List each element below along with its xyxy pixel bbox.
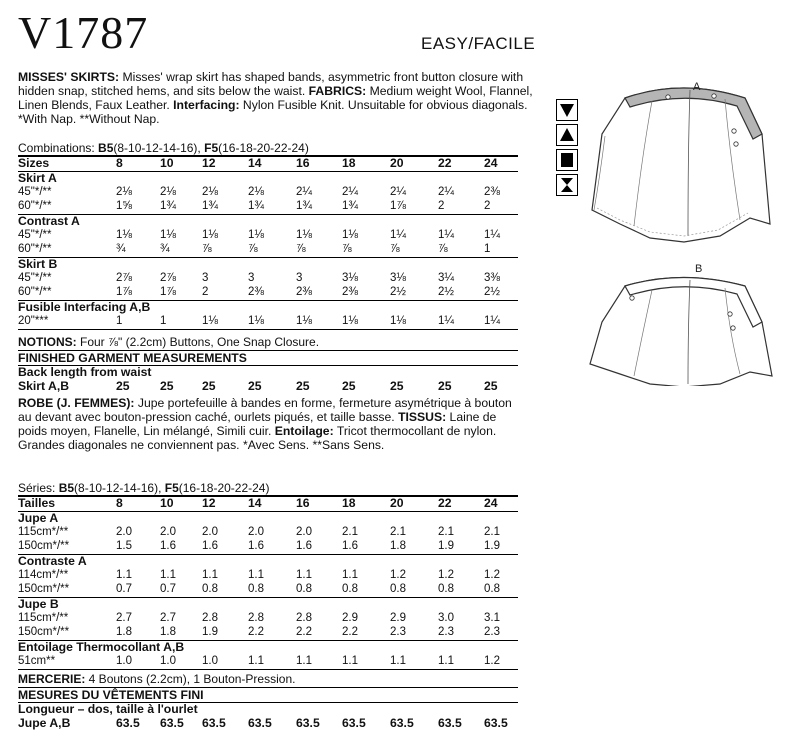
table-cell: 16 [296,496,310,510]
table-cell: 63.5 [296,716,320,730]
table-cell: 63.5 [438,716,462,730]
skirt-illustrations [580,76,785,386]
table-cell: 1⅛ [160,229,176,241]
table-cell: 25 [342,379,356,393]
table-cell: 1¾ [160,200,176,212]
table-cell: 1¾ [202,200,218,212]
row-label: 45"*/** [18,229,52,241]
table-cell: 2⅛ [116,186,132,198]
table-cell: 2.3 [438,626,454,638]
table-cell: 2.8 [202,612,218,624]
table-row [18,655,518,667]
section-title [18,598,518,610]
table-cell: 1¼ [390,229,406,241]
table-row [18,272,518,284]
view-b-label: B [695,263,703,275]
table-cell: 0.8 [438,583,454,595]
row-label: 60"*/** [18,200,52,212]
table-cell: ⅞ [248,243,258,255]
table-row [18,286,518,298]
row-label: 45"*/** [18,186,52,198]
sizes-header-row [18,157,518,169]
row-label: Jupe B [18,597,59,611]
table-cell: 1 [116,315,123,327]
table-cell: 25 [296,379,310,393]
table-cell: 2⅞ [116,272,132,284]
table-cell: ⅞ [202,243,212,255]
table-cell: 2¼ [342,186,358,198]
table-cell: 25 [116,379,130,393]
table-cell: 0.8 [202,583,218,595]
table-row [18,526,518,538]
row-label: Contraste A [18,554,87,568]
table-cell: 0.7 [160,583,176,595]
table-cell: 1⅛ [296,315,312,327]
table-cell: 1⅛ [342,229,358,241]
table-cell: 1¾ [248,200,264,212]
row-label: 150cm*/** [18,540,70,552]
section-title [18,258,518,270]
table-cell: 2.9 [390,612,406,624]
table-cell: 2⅞ [160,272,176,284]
table-row [18,200,518,212]
table-cell: 3.0 [438,612,454,624]
table-cell: 2.2 [296,626,312,638]
table-cell: 2.2 [248,626,264,638]
table-cell: 1⅞ [160,286,176,298]
table-row [18,540,518,552]
table-cell: 1.9 [438,540,454,552]
table-cell: 2⅜ [296,286,312,298]
row-label: Contrast A [18,214,80,228]
table-cell: 1.0 [202,655,218,667]
view-b-skirt [590,263,772,386]
table-cell: 2.0 [248,526,264,538]
section-title [18,172,518,184]
table-cell: 22 [438,496,452,510]
section-title [18,641,518,653]
table-cell: 2.8 [296,612,312,624]
table-cell: 2.3 [390,626,406,638]
view-a-label: A [693,81,701,93]
table-cell: 12 [202,496,216,510]
table-cell: 1.2 [484,569,500,581]
table-cell: 1.8 [390,540,406,552]
table-cell: 2⅛ [248,186,264,198]
english-finished-title: FINISHED GARMENT MEASUREMENTS [18,351,247,365]
table-cell: 1.2 [438,569,454,581]
table-cell: 2⅜ [342,286,358,298]
table-cell: 1.6 [202,540,218,552]
table-cell: 1⅛ [390,315,406,327]
table-cell: 1¾ [296,200,312,212]
table-cell: 10 [160,496,174,510]
table-cell: 2½ [484,286,500,298]
table-cell: 1⅛ [248,229,264,241]
row-label: 45"*/** [18,272,52,284]
table-cell: 2.0 [160,526,176,538]
table-cell: 0.8 [342,583,358,595]
pattern-number: V1787 [18,7,149,58]
table-cell: 2.8 [248,612,264,624]
table-cell: 8 [116,496,123,510]
table-cell: 0.8 [390,583,406,595]
table-cell: 3⅜ [484,272,500,284]
table-cell: 1.1 [248,655,264,667]
table-cell: 1¼ [438,229,454,241]
table-cell: 2.7 [160,612,176,624]
section-title [18,512,518,524]
table-cell: 3 [296,272,303,284]
table-cell: 8 [116,156,123,170]
table-cell: 1¾ [342,200,358,212]
table-cell: 14 [248,156,262,170]
row-label: Skirt A [18,171,57,185]
table-cell: 1⅛ [202,229,218,241]
table-cell: 2½ [438,286,454,298]
french-combinations: Séries: B5(8-10-12-14-16), F5(16-18-20-22-24) [18,481,270,495]
table-cell: 1⅛ [248,315,264,327]
table-row [18,612,518,624]
table-row [18,626,518,638]
table-cell: 1.1 [116,569,132,581]
table-cell: 24 [484,496,498,510]
table-cell: 2 [202,286,209,298]
table-cell: 63.5 [390,716,414,730]
triangle-down-icon [556,99,578,121]
table-cell: 2.0 [116,526,132,538]
table-cell: 3⅛ [342,272,358,284]
row-label: 114cm*/** [18,569,69,581]
table-cell: 0.8 [296,583,312,595]
table-cell: 0.8 [484,583,500,595]
english-description: MISSES' SKIRTS: Misses' wrap skirt has shaped bands, asymmetric front button closure with hidden snap, stitched hems, and sits below the waist. FABRICS: Medium weight Wool, Flannel, Linen Blends, Faux Leather. Interfacing: Nylon Fusible Knit. Unsuitable for obvious diagonals. *With Nap. **Without Nap. [18,70,533,126]
table-cell: 63.5 [202,716,226,730]
difficulty-label: EASY/FACILE [421,34,536,53]
table-cell: 63.5 [484,716,508,730]
table-cell: 20 [390,156,404,170]
table-cell: 24 [484,156,498,170]
table-cell: 12 [202,156,216,170]
table-cell: 10 [160,156,174,170]
section-title [18,215,518,227]
english-notions: NOTIONS: Four ⅞" (2.2cm) Buttons, One Snap Closure. [18,335,320,349]
row-label: 150cm*/** [18,626,70,638]
divider [18,669,518,670]
table-cell: 2¼ [438,186,454,198]
table-cell: 3¼ [438,272,454,284]
table-row [18,229,518,241]
divider [18,329,518,330]
table-cell: 1.5 [116,540,132,552]
row-label: 51cm** [18,655,56,667]
table-cell: 18 [342,496,356,510]
table-cell: 63.5 [116,716,140,730]
table-cell: 1.9 [484,540,500,552]
table-cell: 25 [438,379,452,393]
table-cell: 2.0 [202,526,218,538]
row-label: Tailles [18,496,56,510]
table-cell: 1⅝ [116,200,132,212]
table-cell: 1¼ [438,315,454,327]
row-label: 20"*** [18,315,49,327]
table-cell: 2.7 [116,612,132,624]
table-cell: 0.8 [248,583,264,595]
table-cell: 14 [248,496,262,510]
finished-row [18,380,518,392]
table-cell: 1.6 [296,540,312,552]
table-cell: 1.1 [342,655,358,667]
table-cell: 3.1 [484,612,500,624]
table-cell: 2.0 [296,526,312,538]
table-cell: 2⅜ [484,186,500,198]
table-cell: 18 [342,156,356,170]
table-cell: 2⅛ [160,186,176,198]
english-combinations: Combinations: B5(8-10-12-14-16), F5(16-18-20-22-24) [18,141,309,155]
table-row [18,186,518,198]
table-cell: 2.2 [342,626,358,638]
table-cell: 1.1 [248,569,264,581]
row-label: Entoilage Thermocollant A,B [18,640,185,654]
square-icon [556,149,578,171]
table-cell: 2⅛ [202,186,218,198]
table-cell: 3⅛ [390,272,406,284]
table-cell: 1.1 [342,569,358,581]
table-cell: 1.1 [160,569,176,581]
table-cell: 2¼ [296,186,312,198]
table-cell: 1.0 [160,655,176,667]
table-row [18,243,518,255]
table-cell: ⅞ [390,243,400,255]
table-cell: 1.6 [248,540,264,552]
section-title [18,301,518,313]
french-description: ROBE (J. FEMMES): Jupe portefeuille à bandes en forme, fermeture asymétrique à bouton au devant avec bouton-pression caché, ourlets piqués, et taille basse. TISSUS: Laine de poids moyen, Flanelle, Lin mélangé, Simili cuir. Entoilage: Tricot thermocollant de nylon. Grandes diagonales ne conviennent pas. *Avec Sens. **Sans Sens. [18,396,512,452]
table-cell: 2.9 [342,612,358,624]
table-cell: 0.7 [116,583,132,595]
table-cell: 63.5 [160,716,184,730]
table-cell: 2.1 [484,526,500,538]
table-cell: 1.1 [202,569,218,581]
table-cell: 1.1 [296,569,312,581]
table-cell: 1.6 [160,540,176,552]
table-cell: 1.1 [296,655,312,667]
french-notions: MERCERIE: 4 Boutons (2.2cm), 1 Bouton-Pression. [18,672,296,686]
table-cell: 25 [484,379,498,393]
english-back-length: Back length from waist [18,365,152,379]
table-cell: 1.2 [484,655,500,667]
table-cell: 2.3 [484,626,500,638]
table-cell: 1.8 [160,626,176,638]
section-title [18,555,518,567]
table-cell: 3 [248,272,255,284]
french-back-length: Longueur – dos, taille à l'ourlet [18,702,198,716]
table-cell: ⅞ [342,243,352,255]
french-finished-title: MESURES DU VÊTEMENTS FINI [18,688,204,702]
row-label: Jupe A,B [18,716,71,730]
table-cell: 1⅛ [202,315,218,327]
table-cell: 1⅞ [390,200,406,212]
table-cell: ¾ [116,243,126,255]
table-cell: 2.1 [342,526,358,538]
table-cell: 1.9 [202,626,218,638]
table-cell: 1.6 [342,540,358,552]
row-label: Skirt B [18,257,58,271]
hourglass-icon [556,174,578,196]
table-cell: 2⅜ [248,286,264,298]
row-label: 60"*/** [18,243,52,255]
table-cell: 1.0 [116,655,132,667]
table-cell: 1 [484,243,491,255]
row-label: 115cm*/** [18,612,69,624]
table-cell: 1 [160,315,167,327]
table-cell: 2½ [390,286,406,298]
view-a-skirt [592,81,770,242]
row-label: 115cm*/** [18,526,69,538]
table-cell: ¾ [160,243,170,255]
table-cell: 1.1 [438,655,454,667]
table-cell: ⅞ [296,243,306,255]
table-cell: ⅞ [438,243,448,255]
table-row [18,569,518,581]
table-cell: 25 [160,379,174,393]
table-cell: 3 [202,272,209,284]
table-cell: 2 [438,200,445,212]
triangle-up-icon [556,124,578,146]
finished-row [18,717,518,729]
table-cell: 1⅛ [116,229,132,241]
table-cell: 25 [390,379,404,393]
table-cell: 63.5 [248,716,272,730]
table-cell: 2.1 [438,526,454,538]
row-label: 60"*/** [18,286,52,298]
table-cell: 1.2 [390,569,406,581]
table-row [18,315,518,327]
row-label: Fusible Interfacing A,B [18,300,151,314]
table-cell: 1.8 [116,626,132,638]
table-cell: 1¼ [484,229,500,241]
table-cell: 1⅛ [342,315,358,327]
row-label: Sizes [18,156,50,170]
table-cell: 22 [438,156,452,170]
table-cell: 1.1 [390,655,406,667]
row-label: Skirt A,B [18,379,70,393]
table-cell: 2 [484,200,491,212]
table-cell: 25 [202,379,216,393]
table-cell: 1⅛ [296,229,312,241]
table-cell: 25 [248,379,262,393]
table-cell: 20 [390,496,404,510]
table-cell: 2.1 [390,526,406,538]
row-label: Jupe A [18,511,59,525]
sizes-header-row [18,497,518,509]
row-label: 150cm*/** [18,583,70,595]
table-row [18,583,518,595]
table-cell: 1¼ [484,315,500,327]
table-cell: 63.5 [342,716,366,730]
table-cell: 1⅞ [116,286,132,298]
table-cell: 2¼ [390,186,406,198]
table-cell: 16 [296,156,310,170]
